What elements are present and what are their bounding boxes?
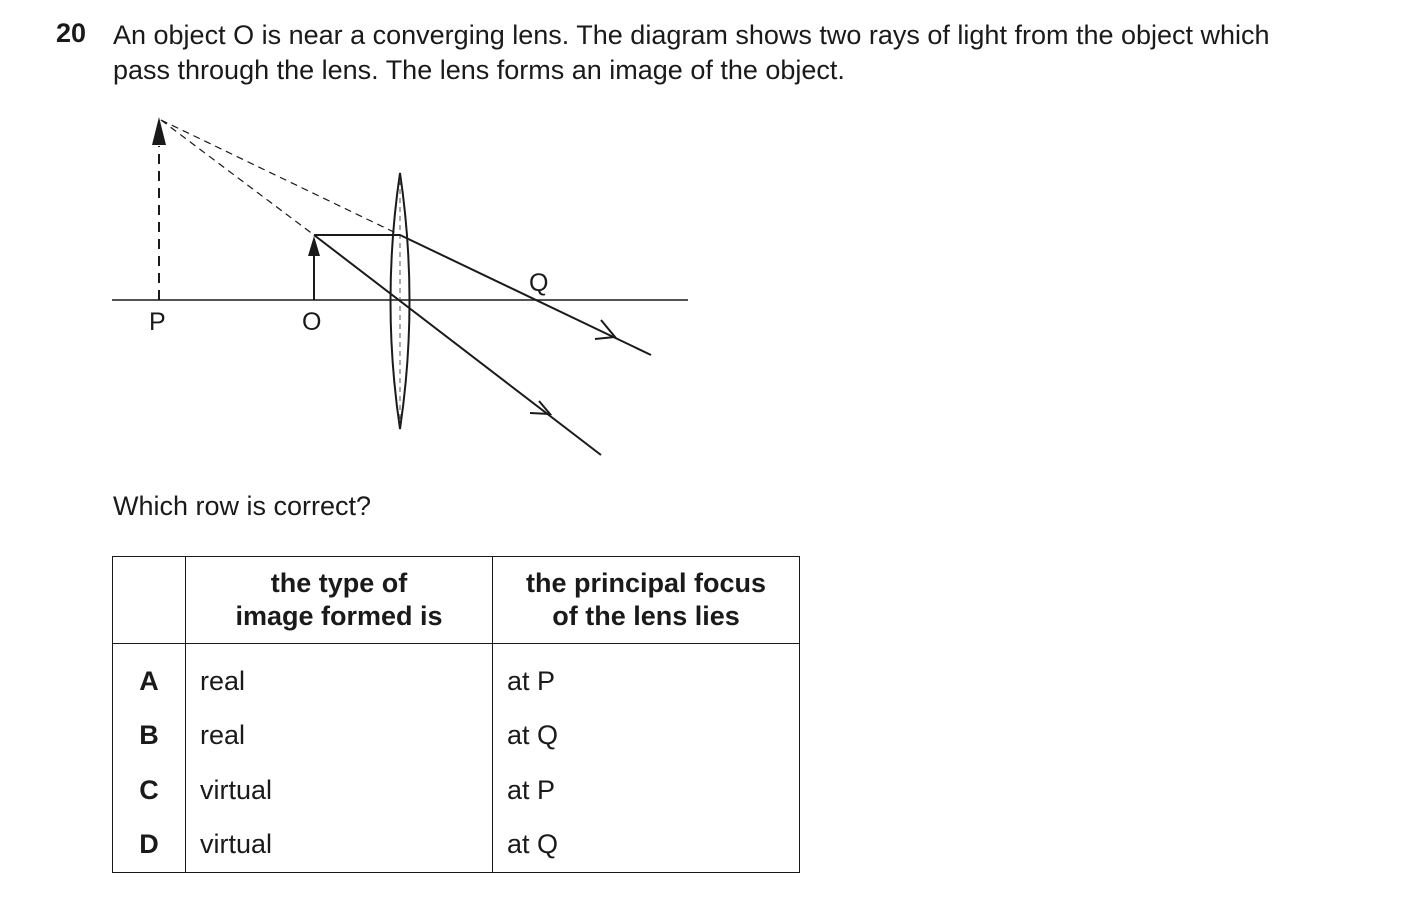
option-focus-location: at Q xyxy=(493,709,800,764)
option-letter: B xyxy=(113,709,186,764)
option-focus-location: at Q xyxy=(493,818,800,873)
option-image-type: virtual xyxy=(186,818,493,873)
option-image-type: real xyxy=(186,709,493,764)
question-prompt: Which row is correct? xyxy=(113,491,372,521)
question-text-line-2: pass through the lens. The lens forms an image of the object. xyxy=(113,55,845,85)
option-focus-location: at P xyxy=(493,763,800,818)
option-letter: C xyxy=(113,763,186,818)
option-image-type: virtual xyxy=(186,763,493,818)
header-letter-cell xyxy=(113,557,186,644)
table-row xyxy=(113,709,800,764)
option-letter: A xyxy=(113,644,186,709)
option-image-type: real xyxy=(186,644,493,709)
question-number: 20 xyxy=(56,18,87,48)
ray-2 xyxy=(314,235,601,455)
table-header-row xyxy=(113,557,800,644)
question-text-line-1: An object O is near a converging lens. The diagram shows two rays of light from the object which xyxy=(113,20,1270,50)
header-image-type-line-2: image formed is xyxy=(235,601,443,631)
header-image-type xyxy=(186,557,493,644)
label-o: O xyxy=(302,308,322,336)
table-row xyxy=(113,644,800,709)
header-principal-focus xyxy=(493,557,800,644)
header-principal-focus-line-1: the principal focus xyxy=(525,568,767,598)
header-principal-focus-line-2: of the lens lies xyxy=(552,601,740,631)
label-p: P xyxy=(149,308,166,336)
ray-2-construction-line xyxy=(161,120,314,235)
header-image-type-line-1: the type of xyxy=(270,568,408,598)
table-row xyxy=(113,818,800,873)
option-letter: D xyxy=(113,818,186,873)
ray-1-construction-line xyxy=(161,120,400,235)
answer-table xyxy=(112,556,800,873)
option-focus-location: at P xyxy=(493,644,800,709)
table-row xyxy=(113,763,800,818)
label-q: Q xyxy=(529,269,549,297)
